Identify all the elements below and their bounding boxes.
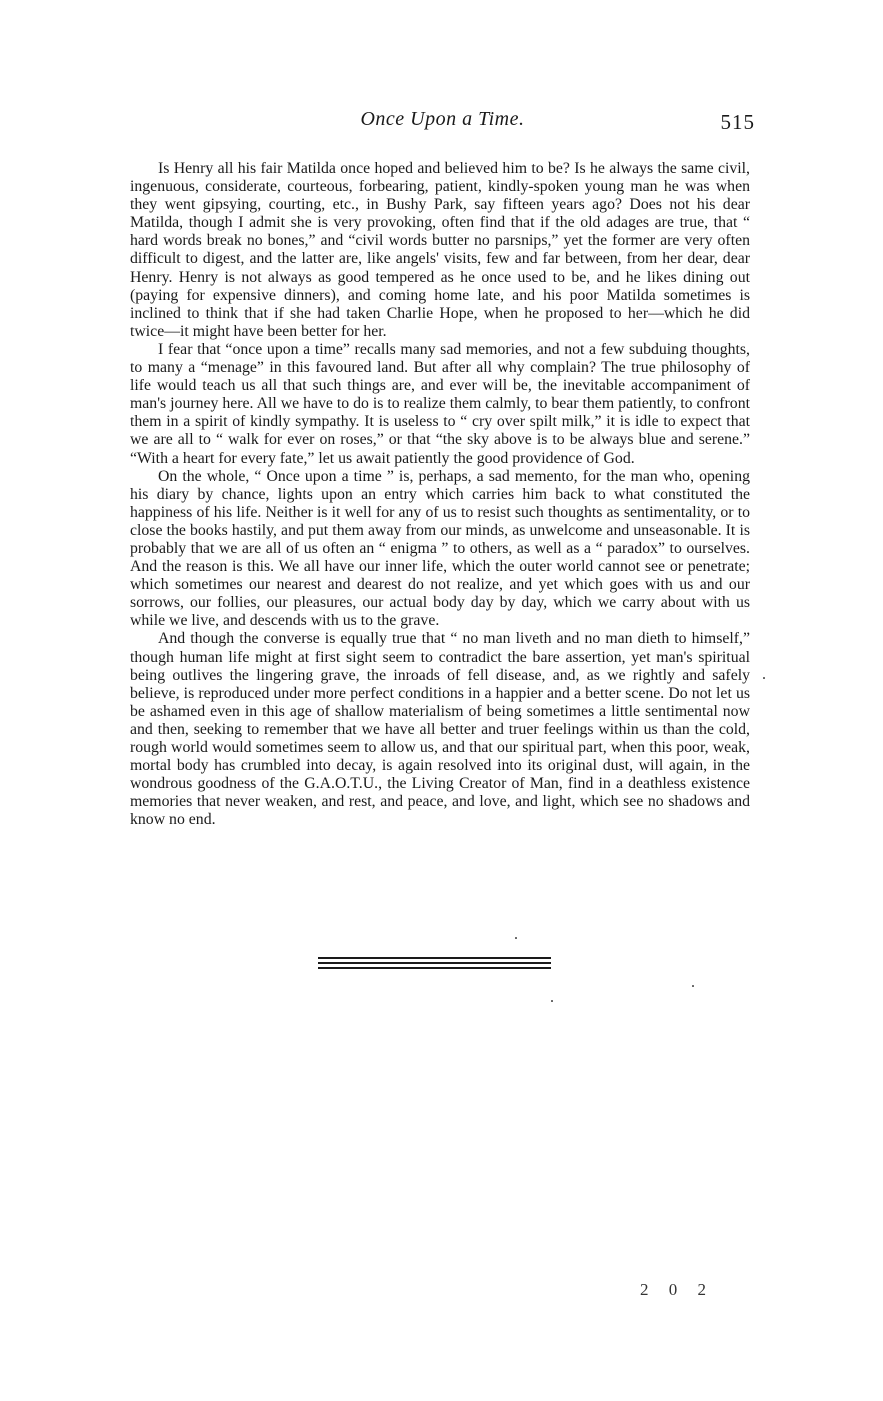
rule-line-middle — [318, 962, 551, 964]
paper-speck — [551, 1000, 553, 1002]
section-end-rule — [318, 957, 551, 972]
article-body — [130, 160, 750, 829]
printer-signature-mark: 2 0 2 — [640, 1280, 714, 1299]
running-title: Once Upon a Time. — [360, 108, 525, 130]
paper-speck — [515, 937, 517, 939]
paragraph: On the whole, “ Once upon a time ” is, perhaps, a sad memento, for the man who, opening his diary by chance, lights upon an entry which carries him back to what constituted the happiness of his life. Neither is it well for any of us to resist such thoughts as sentimentality, or to close the books hastily, and put them away from our minds, as unwelcome and unseasonable. It is probably that we are all of us often an “ enigma ” to others, as well as a “ paradox” to ourselves. And the reason is this. We all have our inner life, which the outer world cannot see or penetrate; which sometimes our nearest and dearest do not realize, and yet which goes with us and our sorrows, our follies, our pleasures, our actual body day by day, which we carry about with us while we live, and descends with us to the grave. — [130, 467, 750, 630]
paper-speck — [692, 985, 694, 987]
paragraph: And though the converse is equally true that “ no man liveth and no man dieth to himself,” though human life might at first sight seem to contradict the bare assertion, yet man's spiritual being outlives the lingering grave, the inroads of fell disease, and, as we rightly and safely believe, is reproduced under more perfect conditions in a happier and a better scene. Do not let us be ashamed even in this age of shallow materialism of being sometimes a little sentimental now and then, seeking to remember that we have all better and truer feelings within us than the cold, rough world would sometimes seem to allow us, and that our spiritual part, when this poor, weak, mortal body has crumbled into decay, is again resolved into its original dust, will again, in the wondrous goodness of the G.A.O.T.U., the Living Creator of Man, find in a deathless existence memories that never weaken, and rest, and peace, and love, and light, which see no shadows and know no end. — [130, 630, 750, 829]
paper-speck — [763, 677, 765, 679]
running-head — [130, 108, 755, 140]
rule-line-top — [318, 957, 551, 959]
rule-line-bottom — [318, 967, 551, 969]
paragraph: I fear that “once upon a time” recalls many sad memories, and not a few subduing thoughts, to many a “menage” in this favoured land. But after all why complain? The true philosophy of life would teach us all that such things are, and ever will be, the inevitable accompaniment of man's journey here. All we have to do is to realize them calmly, to bear them patiently, to confront them in a spirit of kindly sympathy. It is useless to “ cry over spilt milk,” it is idle to expect that we are all to “ walk for ever on roses,” or that “the sky above is to be always blue and serene.” “With a heart for every fate,” let us await patiently the good providence of God. — [130, 340, 750, 467]
page-number: 515 — [720, 110, 755, 134]
paragraph: Is Henry all his fair Matilda once hoped and believed him to be? Is he always the same civil, ingenuous, considerate, courteous, forbearing, patient, kindly-spoken young man he was when they went gipsying, courting, etc., in Bushy Park, say fifteen years ago? Does not his dear Matilda, though I admit she is very provoking, often find that if the old adages are true, that “ hard words break no bones,” and “civil words butter no parsnips,” yet the former are very often difficult to digest, and the latter are, like angels' visits, few and far between, from her dear, dear Henry. Henry is not always as good tempered as he once used to be, and he likes dining out (paying for expensive dinners), and coming home late, and his poor Matilda sometimes is inclined to think that if she had taken Charlie Hope, when he proposed to her—which he did twice—it might have been better for her. — [130, 160, 750, 340]
